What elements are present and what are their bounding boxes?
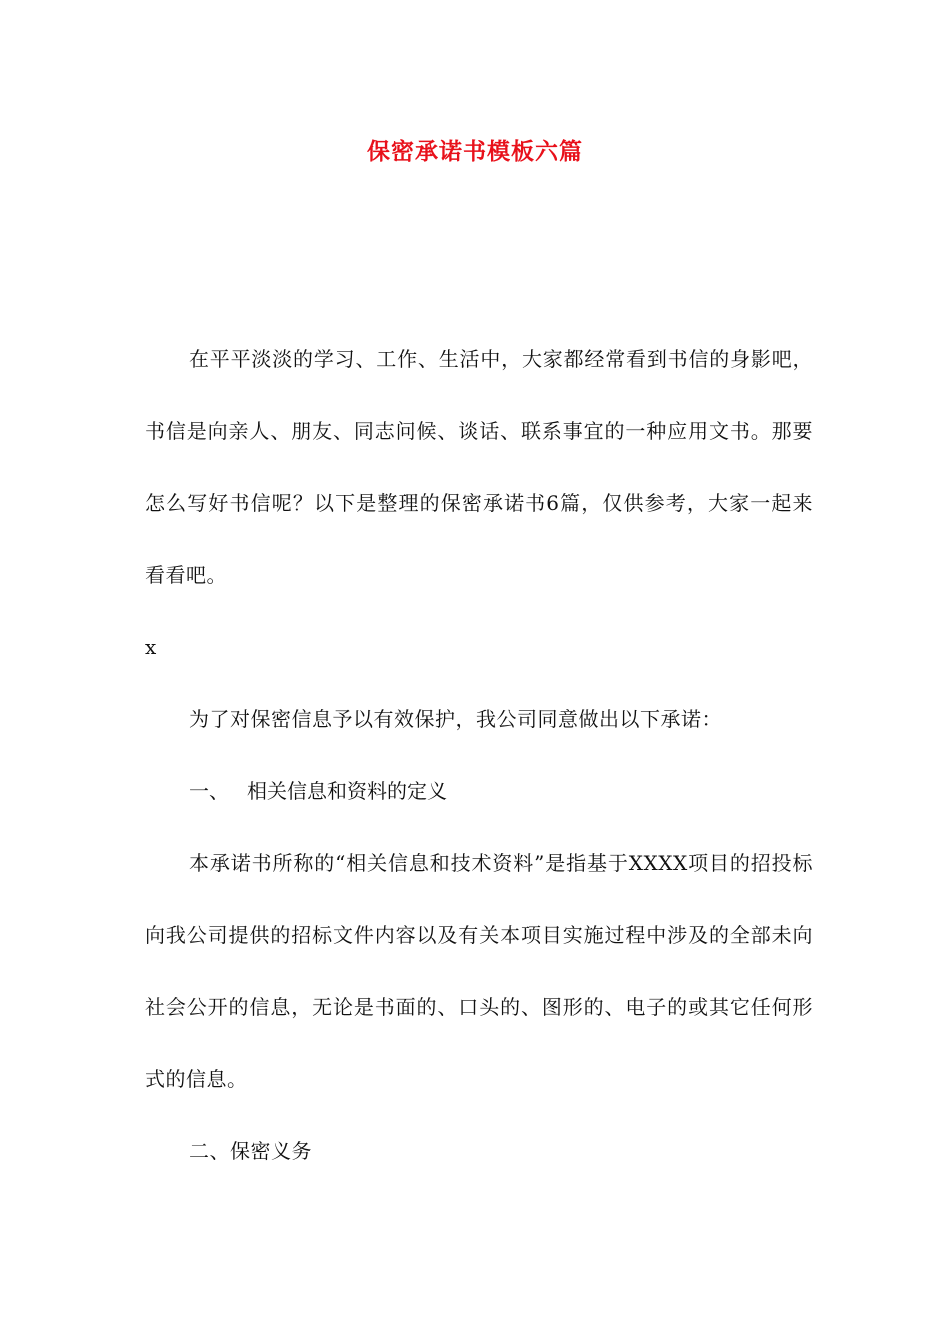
section-1-body: 本承诺书所称的“相关信息和技术资料”是指基于XXXX项目的招投标向我公司提供的招标文件内容以及有关本项目实施过程中涉及的全部未向社会公开的信息，无论是书面的、口头的、图形的、电子的或其它任何形式的信息。	[145, 851, 813, 1091]
separator-marker: x	[145, 635, 157, 659]
section-1-heading	[145, 755, 813, 827]
section-2-heading: 二、保密义务	[189, 1139, 312, 1163]
section-1-title: 相关信息和资料的定义	[247, 779, 447, 803]
section-1-number: 一、	[189, 779, 229, 803]
document-title: 保密承诺书模板六篇	[367, 138, 583, 165]
opening-paragraph: 为了对保密信息予以有效保护，我公司同意做出以下承诺：	[189, 707, 722, 731]
intro-paragraph: 在平平淡淡的学习、工作、生活中，大家都经常看到书信的身影吧，书信是向亲人、朋友、同志问候、谈话、联系事宜的一种应用文书。那要怎么写好书信呢？以下是整理的保密承诺书6篇，仅供参考，大家一起来看看吧。	[145, 347, 813, 587]
document-body	[145, 323, 813, 1187]
